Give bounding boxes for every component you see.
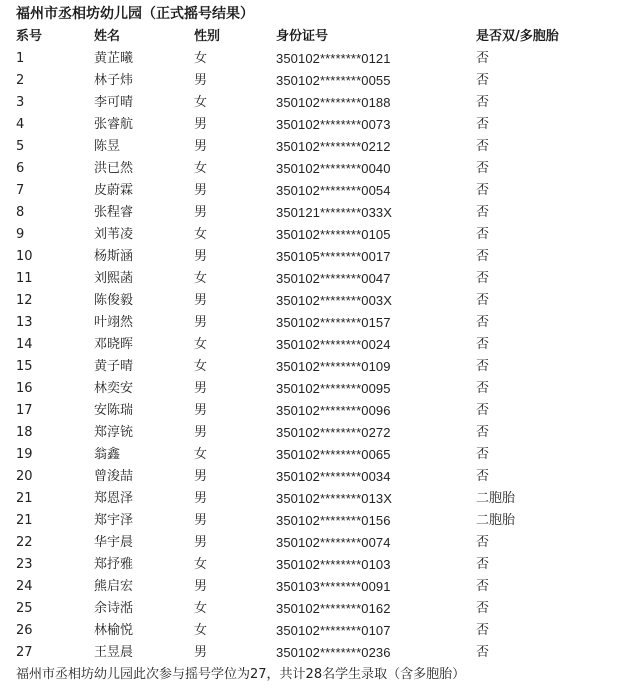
cell-twin-status: 否 [476,381,490,396]
cell-no: 24 [16,579,33,594]
cell-twin-status: 否 [476,337,490,352]
cell-no: 6 [16,161,25,176]
cell-twin-status: 否 [476,95,490,110]
cell-twin-status: 否 [476,425,490,440]
cell-id-number: 350121********033X [276,205,393,220]
page-title: 福州市丞相坊幼儿园（正式摇号结果） [16,6,254,22]
cell-name: 陈俊毅 [94,293,134,308]
cell-no: 15 [16,359,33,374]
cell-no: 2 [16,73,25,88]
cell-no: 13 [16,315,33,330]
cell-twin-status: 否 [476,623,490,638]
table-row [14,444,614,466]
cell-id-number: 350102********0236 [276,645,391,660]
cell-id-number: 350102********0212 [276,139,391,154]
cell-no: 1 [16,51,25,66]
cell-id-number: 350102********0096 [276,403,391,418]
cell-gender: 女 [194,601,208,616]
cell-no: 5 [16,139,25,154]
cell-no: 27 [16,645,33,660]
cell-no: 3 [16,95,25,110]
cell-id-number: 350102********013X [276,491,393,506]
cell-twin-status: 否 [476,359,490,374]
cell-no: 26 [16,623,33,638]
cell-gender: 男 [194,513,208,528]
cell-name: 皮蔚霖 [94,183,134,198]
cell-name: 洪已然 [94,161,134,176]
column-header-id: 身份证号 [276,29,329,44]
table-row [14,488,614,510]
table-row [14,202,614,224]
table-row [14,620,614,642]
cell-twin-status: 否 [476,117,490,132]
table-row [14,466,614,488]
cell-no: 20 [16,469,33,484]
cell-no: 10 [16,249,33,264]
cell-name: 安陈瑞 [94,403,134,418]
cell-gender: 女 [194,161,208,176]
cell-twin-status: 否 [476,249,490,264]
table-row [14,246,614,268]
cell-twin-status: 否 [476,73,490,88]
cell-gender: 男 [194,579,208,594]
cell-no: 7 [16,183,25,198]
table-row [14,400,614,422]
cell-id-number: 350102********0065 [276,447,391,462]
table-row [14,70,614,92]
cell-id-number: 350102********0095 [276,381,391,396]
cell-id-number: 350102********0107 [276,623,391,638]
cell-gender: 男 [194,205,208,220]
column-header-no: 系号 [16,29,43,44]
cell-no: 8 [16,205,25,220]
cell-gender: 女 [194,557,208,572]
column-header-name: 姓名 [94,29,121,44]
cell-twin-status: 否 [476,51,490,66]
table-row [14,180,614,202]
table-row [14,92,614,114]
cell-gender: 女 [194,623,208,638]
cell-name: 余诗湉 [94,601,134,616]
table-row [14,114,614,136]
cell-name: 张睿航 [94,117,134,132]
cell-id-number: 350102********0054 [276,183,391,198]
cell-twin-status: 否 [476,447,490,462]
cell-name: 黄芷曦 [94,51,134,66]
table-header-row [14,26,614,48]
cell-no: 9 [16,227,25,242]
cell-gender: 女 [194,95,208,110]
table-row [14,334,614,356]
table-row [14,510,614,532]
cell-name: 曾浚喆 [94,469,134,484]
table-row [14,312,614,334]
cell-name: 王昱晨 [94,645,134,660]
table-row [14,158,614,180]
cell-no: 16 [16,381,33,396]
cell-name: 林奕安 [94,381,134,396]
table-row [14,598,614,620]
cell-twin-status: 否 [476,139,490,154]
table-row [14,554,614,576]
cell-id-number: 350102********0272 [276,425,391,440]
cell-twin-status: 否 [476,183,490,198]
cell-gender: 男 [194,249,208,264]
table-row [14,290,614,312]
table-row [14,422,614,444]
cell-id-number: 350102********0121 [276,51,391,66]
cell-name: 翁鑫 [94,447,121,462]
cell-twin-status: 否 [476,161,490,176]
cell-twin-status: 否 [476,601,490,616]
cell-id-number: 350102********0073 [276,117,391,132]
cell-no: 21 [16,491,33,506]
cell-no: 19 [16,447,33,462]
cell-id-number: 350105********0017 [276,249,391,264]
cell-gender: 男 [194,293,208,308]
cell-name: 华宇晨 [94,535,134,550]
cell-gender: 男 [194,403,208,418]
table-row [14,136,614,158]
footer-note: 福州市丞相坊幼儿园此次参与摇号学位为27，共计28名学生录取（含多胞胎） [16,667,466,682]
cell-twin-status: 否 [476,315,490,330]
cell-name: 郑淳铳 [94,425,134,440]
cell-no: 23 [16,557,33,572]
cell-id-number: 350102********0047 [276,271,391,286]
table-row [14,48,614,70]
cell-id-number: 350102********0024 [276,337,391,352]
cell-id-number: 350102********0105 [276,227,391,242]
table-row [14,642,614,664]
cell-gender: 女 [194,51,208,66]
cell-id-number: 350103********0091 [276,579,391,594]
cell-gender: 男 [194,139,208,154]
cell-twin-status: 否 [476,293,490,308]
cell-name: 邓晓晖 [94,337,134,352]
cell-twin-status: 否 [476,535,490,550]
cell-twin-status: 否 [476,579,490,594]
cell-no: 25 [16,601,33,616]
table-row [14,356,614,378]
cell-name: 熊启宏 [94,579,134,594]
table-row [14,268,614,290]
cell-id-number: 350102********0109 [276,359,391,374]
cell-twin-status: 否 [476,557,490,572]
table-row [14,224,614,246]
cell-gender: 女 [194,447,208,462]
cell-id-number: 350102********0055 [276,73,391,88]
cell-no: 18 [16,425,33,440]
cell-id-number: 350102********003X [276,293,393,308]
cell-name: 叶翊然 [94,315,134,330]
cell-gender: 男 [194,425,208,440]
cell-no: 14 [16,337,33,352]
cell-gender: 男 [194,381,208,396]
cell-twin-status: 二胞胎 [476,491,516,506]
cell-id-number: 350102********0040 [276,161,391,176]
cell-gender: 男 [194,535,208,550]
lottery-result-table [14,26,614,664]
cell-name: 张程睿 [94,205,134,220]
cell-gender: 男 [194,645,208,660]
cell-id-number: 350102********0157 [276,315,391,330]
column-header-gender: 性别 [194,29,221,44]
cell-name: 黄子晴 [94,359,134,374]
cell-gender: 男 [194,73,208,88]
cell-id-number: 350102********0034 [276,469,391,484]
table-row [14,532,614,554]
table-row [14,378,614,400]
cell-no: 22 [16,535,33,550]
cell-twin-status: 否 [476,645,490,660]
cell-name: 刘苇凌 [94,227,134,242]
cell-no: 11 [16,271,33,286]
cell-no: 12 [16,293,33,308]
cell-gender: 女 [194,359,208,374]
table-row [14,576,614,598]
cell-id-number: 350102********0162 [276,601,391,616]
cell-name: 刘熙菡 [94,271,134,286]
cell-name: 李可晴 [94,95,134,110]
cell-name: 杨斯涵 [94,249,134,264]
cell-gender: 女 [194,227,208,242]
cell-gender: 女 [194,337,208,352]
cell-no: 21 [16,513,33,528]
cell-name: 郑抒雅 [94,557,134,572]
cell-twin-status: 否 [476,403,490,418]
cell-twin-status: 否 [476,469,490,484]
table-body [14,48,614,664]
cell-gender: 男 [194,117,208,132]
cell-name: 陈昱 [94,139,121,154]
cell-gender: 男 [194,491,208,506]
cell-id-number: 350102********0103 [276,557,391,572]
cell-gender: 男 [194,469,208,484]
cell-name: 林子炜 [94,73,134,88]
cell-twin-status: 否 [476,205,490,220]
cell-name: 林榆悦 [94,623,134,638]
cell-twin-status: 否 [476,227,490,242]
cell-no: 4 [16,117,25,132]
cell-name: 郑恩泽 [94,491,134,506]
cell-gender: 男 [194,183,208,198]
cell-twin-status: 否 [476,271,490,286]
cell-id-number: 350102********0188 [276,95,391,110]
cell-no: 17 [16,403,33,418]
cell-gender: 女 [194,271,208,286]
cell-twin-status: 二胞胎 [476,513,516,528]
cell-name: 郑宇泽 [94,513,134,528]
cell-id-number: 350102********0074 [276,535,391,550]
cell-gender: 男 [194,315,208,330]
cell-id-number: 350102********0156 [276,513,391,528]
column-header-twin: 是否双/多胞胎 [476,29,559,44]
